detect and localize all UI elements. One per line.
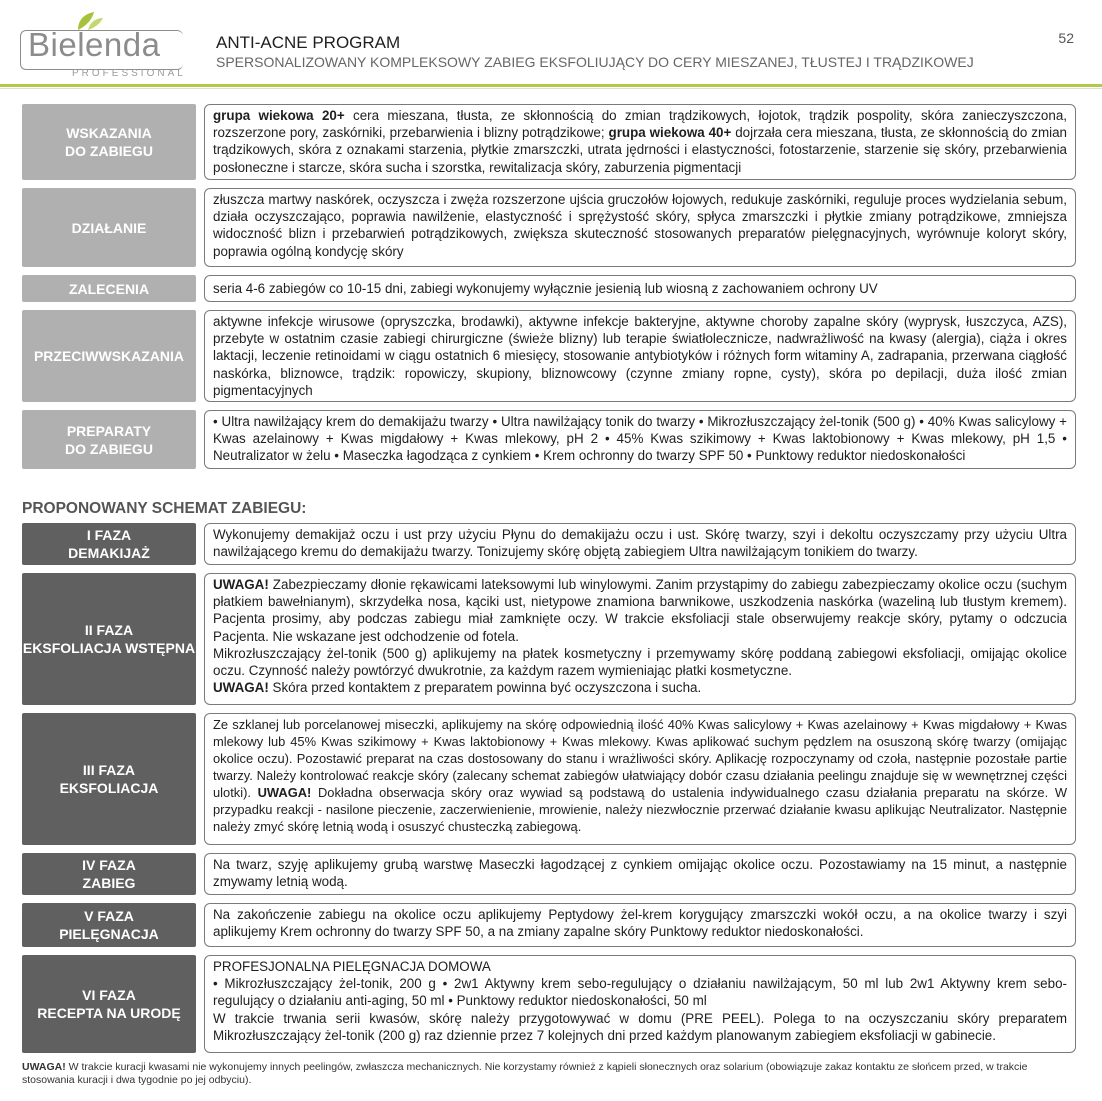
text-phase-6: PROFESJONALNA PIELĘGNACJA DOMOWA • Mikrozłuszczający żel-tonik, 200 g • 2w1 Aktywny krem sebo-regulujący o działaniu nawilżającym, 50 ml lub 2w1 Aktywny krem sebo-regulujący o działaniu anti-aging, 50 ml • Punktowy reduktor niedoskonałości, 50 ml W trakcie trwania serii kwasów, skórę należy przygotowywać w domu (PRE PEEL). Polega to na oczyszczaniu skóry preparatem Mikrozłuszczający żel-tonik (200 g) raz dziennie przez 7 kolejnych dni przed każdym planowanym zabiegiem eksfoliacji w gabinecie.: [204, 955, 1076, 1053]
label-przeciwwskazania: PRZECIWWSKAZANIA: [22, 310, 196, 402]
page-title: ANTI-ACNE PROGRAM: [216, 33, 401, 52]
text-zalecenia: seria 4-6 zabiegów co 10-15 dni, zabiegi wykonujemy wyłącznie jesienią lub wiosną z zachowaniem ochrony UV: [204, 275, 1076, 302]
row-wskazania: [22, 104, 1076, 180]
text-phase-4: Na twarz, szyję aplikujemy grubą warstwę Maseczki łagodzącej z cynkiem omijając okolice oczu. Pozostawiamy na 15 minut, a następnie zmywamy letnią wodą.: [204, 853, 1076, 895]
label-phase-5: V FAZA PIELĘGNACJA: [22, 903, 196, 947]
row-zalecenia: [22, 275, 1076, 302]
brand-name: Bielenda: [28, 26, 161, 63]
text-dzialanie: złuszcza martwy naskórek, oczyszcza i zwęża rozszerzone ujścia gruczołów łojowych, redukuje zaskórniki, reguluje proces wydzielania sebum, działa oczyszczająco, poprawia nawilżenie, elastyczność i sprężystość skóry, spłyca zmarszczki i płytkie zmiany potrądzikowe, zmniejsza widoczność blizn i przebarwień potrądzikowych, zwiększa skuteczność stosowanych preparatów pielęgnacyjnych, wyrównuje koloryt skóry, poprawia ogólną kondycję skóry: [204, 188, 1076, 267]
label-phase-1: I FAZA DEMAKIJAŻ: [22, 523, 196, 565]
footer-note: UWAGA! W trakcie kuracji kwasami nie wykonujemy innych peelingów, zwłaszcza mechanicznych. Nie korzystamy również z kąpieli słonecznych oraz solarium (obowiązuje zakaz kontaktu ze słońcem przed, w trakcie stosowania kuracji i dwa tygodnie po jej odbyciu).: [22, 1061, 1028, 1086]
row-preparaty: [22, 410, 1076, 469]
row-przeciwwskazania: [22, 310, 1076, 402]
row-phase-4: [22, 853, 1076, 895]
row-dzialanie: [22, 188, 1076, 267]
page-number: 52: [1058, 30, 1074, 46]
row-phase-5: [22, 903, 1076, 947]
text-preparaty: • Ultra nawilżający krem do demakijażu twarzy • Ultra nawilżający tonik do twarzy • Mikrozłuszczający żel-tonik (500 g) • 40% Kwas salicylowy + Kwas azelainowy + Kwas migdałowy + Kwas mlekowy, pH 2 • 45% Kwas szikimowy + Kwas laktobionowy + Kwas mlekowy, pH 1,5 • Neutralizator w żelu • Maseczka łagodząca z cynkiem • Krem ochronny do twarzy SPF 50 • Punktowy reduktor niedoskonałości: [204, 410, 1076, 469]
label-phase-6: VI FAZA RECEPTA NA URODĘ: [22, 955, 196, 1053]
row-phase-2: [22, 573, 1076, 705]
header-divider: [0, 84, 1102, 87]
text-przeciwwskazania: aktywne infekcje wirusowe (opryszczka, brodawki), aktywne infekcje bakteryjne, aktywne choroby zapalne skóry (wyprysk, łuszczyca, AZS), przebyte w ostatnim czasie zabiegi chirurgiczne (świeże blizny) lub terapie światłolecznicze, nadwrażliwość na kwasy (alergia), ciąża i okres laktacji, leczenie retinoidami w ciągu ostatnich 6 miesięcy, stosowanie antybiotyków i różnych form witaminy A, zadrapania, przerwana ciągłość naskórka, bliznowce, trądzik: ropowiczy, skupiony, bliznowcowy (czynne zmiany ropne, cysty), skóra po depilacji, duża ilość zmian pigmentacyjnych: [204, 310, 1076, 402]
row-phase-1: [22, 523, 1076, 565]
label-wskazania: WSKAZANIA DO ZABIEGU: [22, 104, 196, 180]
text-phase-3: Ze szklanej lub porcelanowej miseczki, aplikujemy na skórę odpowiednią ilość 40% Kwas salicylowy + Kwas azelainowy + Kwas migdałowy + Kwas mlekowy lub 45% Kwas szikimowy + Kwas laktobionowy + Kwas mlekowy. Kwas aplikować suchym pędzlem na osuszoną skórę twarzy (omijając okolice oczu). Pozostawić preparat na czas dostosowany do stanu i wrażliwości skóry. Aplikację rozpoczynamy od czoła, następnie pozostałe partie twarzy. Należy kontrolować reakcje skóry (zalecany schemat zabiegów ułatwiający dobór czasu działania peelingu znajduje się w wewnętrznej części ulotki). UWAGA! Dokładna obserwacja skóry oraz wywiad są podstawą do ustalenia indywidualnego czasu działania preparatu na skórze. W przypadku reakcji - nasilone pieczenie, zaczerwienienie, mrowienie, należy niezwłocznie przerwać działanie kwasu aplikując Neutralizator. Następnie należy zmyć skórę letnią wodą i osuszyć chusteczką zabiegową.: [204, 713, 1076, 845]
text-wskazania: grupa wiekowa 20+ cera mieszana, tłusta, ze skłonnością do zmian trądzikowych, łojotok, trądzik pospolity, skóra zanieczyszczona, rozszerzone pory, zaskórniki, przebarwienia i blizny potrądzikowe; grupa wiekowa 40+ dojrzała cera mieszana, tłusta, ze skłonnością do zmian trądzikowych, skóra z oznakami starzenia, płytkie zmarszczki, utrata jędrności i elastyczności, fotostarzenie, starzenie się skóry, przebarwienia posłoneczne i starcze, skóra sucha i szorstka, rewitalizacja skóry, zaburzenia pigmentacji: [204, 104, 1076, 180]
text-phase-1: Wykonujemy demakijaż oczu i ust przy użyciu Płynu do demakijażu oczu i ust. Skórę twarzy, szyi i dekoltu oczyszczamy przy użyciu Ultra nawilżającego kremu do demakijażu twarzy. Tonizujemy skórę objętą zabiegiem Ultra nawilżającym tonikiem do twarzy.: [204, 523, 1076, 565]
page-subtitle: SPERSONALIZOWANY KOMPLEKSOWY ZABIEG EKSFOLIUJĄCY DO CERY MIESZANEJ, TŁUSTEJ I TRĄDZIKOWEJ: [216, 54, 974, 70]
label-phase-2: II FAZA EKSFOLIACJA WSTĘPNA: [22, 573, 196, 705]
brand-subtitle: PROFESSIONAL: [72, 68, 186, 79]
brand-logo: [20, 10, 188, 78]
header-divider-thin: [0, 88, 1102, 89]
label-zalecenia: ZALECENIA: [22, 275, 196, 302]
label-dzialanie: DZIAŁANIE: [22, 188, 196, 267]
row-phase-3: [22, 713, 1076, 845]
text-phase-5: Na zakończenie zabiegu na okolice oczu aplikujemy Peptydowy żel-krem korygujący zmarszczki wokół oczu, a na okolice twarzy i szyi aplikujemy Krem ochronny do twarzy SPF 50, a na zmiany zapalne skóry Punktowy reduktor niedoskonałości.: [204, 903, 1076, 947]
label-preparaty: PREPARATY DO ZABIEGU: [22, 410, 196, 469]
text-phase-2: UWAGA! Zabezpieczamy dłonie rękawicami lateksowymi lub winylowymi. Zanim przystąpimy do zabiegu zabezpieczamy okolice oczu (suchym płatkiem bawełnianym), skrzydełka nosa, kąciki ust, nietypowe znamiona barwnikowe, uszkodzenia naskórka (wazeliną lub tłustym kremem). Pacjenta prosimy, aby podczas zabiegu miał zamknięte oczy. W trakcie eksfoliacji stale obserwujemy reakcje skóry, pytamy o odczucia Pacjenta. Nie wskazane jest odchodzenie od fotela. Mikrozłuszczający żel-tonik (500 g) aplikujemy na płatek kosmetyczny i przemywamy skórę poddaną zabiegowi eksfoliacji, omijając okolice oczu. Czynność należy powtórzyć dwukrotnie, za każdym razem wymieniając płatki kosmetyczne. UWAGA! Skóra przed kontaktem z preparatem powinna być oczyszczona i sucha.: [204, 573, 1076, 705]
label-phase-3: III FAZA EKSFOLIACJA: [22, 713, 196, 845]
label-phase-4: IV FAZA ZABIEG: [22, 853, 196, 895]
schema-title: PROPONOWANY SCHEMAT ZABIEGU:: [22, 500, 307, 517]
row-phase-6: [22, 955, 1076, 1053]
